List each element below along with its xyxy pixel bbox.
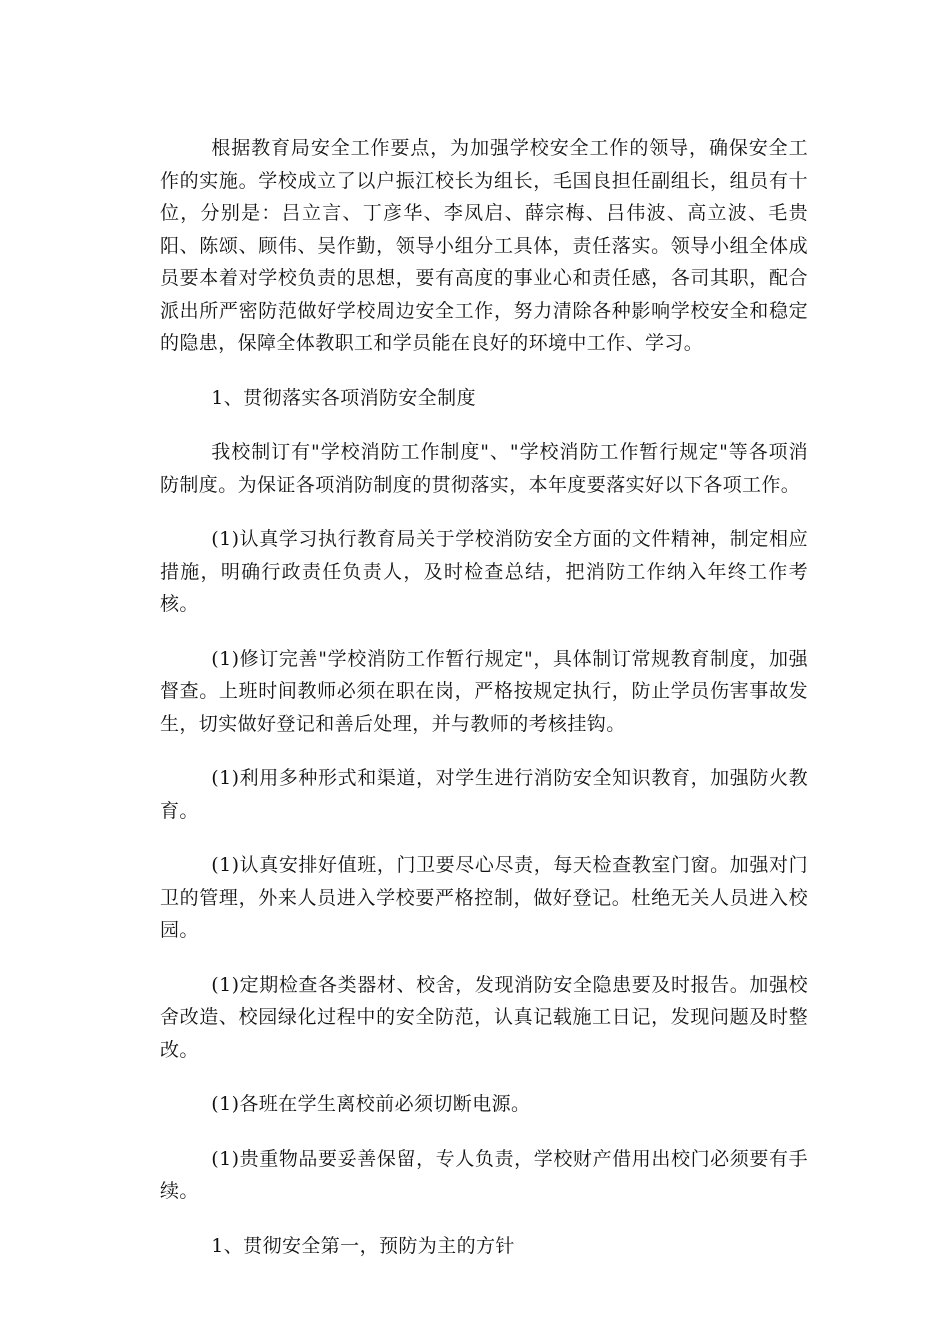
document-body xyxy=(160,132,808,1284)
section-heading-fire-safety: 1、贯彻落实各项消防安全制度 xyxy=(211,386,476,409)
list-item-duty-guard: (1)认真安排好值班，门卫要尽心尽责，每天检查教室门窗。加强对门卫的管理，外来人员进入学校要严格控制，做好登记。杜绝无关人员进入校园。 xyxy=(160,854,808,941)
list-item-equipment-check: (1)定期检查各类器材、校舍，发现消防安全隐患要及时报告。加强校舍改造、校园绿化过程中的安全防范，认真记载施工日记，发现问题及时整改。 xyxy=(160,973,808,1061)
list-item-valuables: (1)贵重物品要妥善保留，专人负责，学校财产借用出校门必须要有手续。 xyxy=(160,1147,808,1202)
list-item-power-off: (1)各班在学生离校前必须切断电源。 xyxy=(211,1093,531,1115)
list-item-revise-regulations: (1)修订完善"学校消防工作暂行规定"，具体制订常规教育制度，加强督查。上班时间教师必须在职在岗，严格按规定执行，防止学员伤害事故发生，切实做好登记和善后处理，并与教师的考核挂钩。 xyxy=(160,647,808,735)
paragraph-intro: 根据教育局安全工作要点，为加强学校安全工作的领导，确保安全工作的实施。学校成立了以户振江校长为组长，毛国良担任副组长，组员有十位，分别是：吕立言、丁彦华、李凤启、薛宗梅、吕伟波、高立波、毛贵阳、陈颂、顾伟、吴作勤，领导小组分工具体，责任落实。领导小组全体成员要本着对学校负责的思想，要有高度的事业心和责任感，各司其职，配合派出所严密防范做好学校周边安全工作，努力清除各种影响学校安全和稳定的隐患，保障全体教职工和学员能在良好的环境中工作、学习。 xyxy=(160,137,808,354)
list-item-study-documents: (1)认真学习执行教育局关于学校消防安全方面的文件精神，制定相应措施，明确行政责任负责人，及时检查总结，把消防工作纳入年终工作考核。 xyxy=(160,528,808,615)
paragraph-fire-rules: 我校制订有"学校消防工作制度"、"学校消防工作暂行规定"等各项消防制度。为保证各项消防制度的贯彻落实，本年度要落实好以下各项工作。 xyxy=(160,441,808,496)
list-item-fire-education: (1)利用多种形式和渠道，对学生进行消防安全知识教育，加强防火教育。 xyxy=(160,767,808,822)
section-heading-safety-first: 1、贯彻安全第一，预防为主的方针 xyxy=(211,1234,515,1257)
